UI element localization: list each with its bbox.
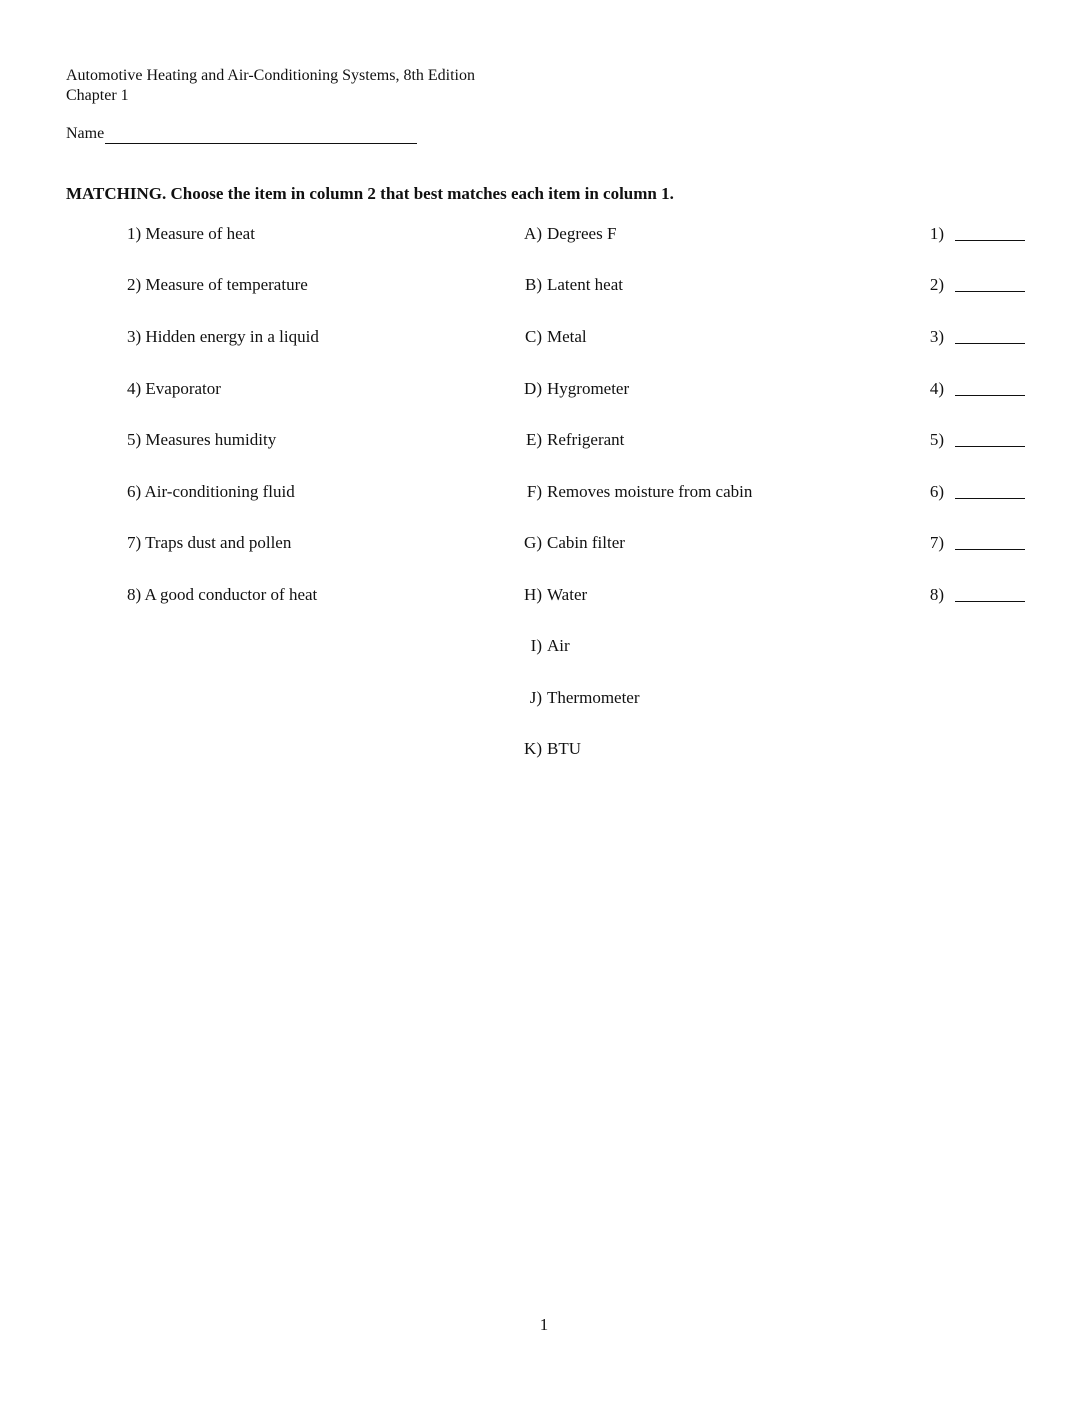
column2-letter: H) — [524, 585, 542, 604]
name-field[interactable] — [105, 125, 417, 144]
book-title: Automotive Heating and Air-Conditioning Systems, 8th Edition — [66, 67, 475, 84]
matching-row — [0, 327, 1088, 351]
page-number: 1 — [539, 1315, 549, 1334]
answer-blank[interactable] — [955, 446, 1025, 447]
column2-item — [460, 688, 640, 708]
column2-letter: F) — [526, 482, 542, 501]
column1-item: 7) Traps dust and pollen — [127, 533, 292, 552]
matching-row — [0, 482, 1088, 506]
column2-item — [460, 224, 617, 244]
answer-blank[interactable] — [955, 395, 1025, 396]
matching-row — [0, 430, 1088, 454]
chapter-label: Chapter 1 — [66, 87, 129, 104]
matching-row — [0, 739, 1088, 763]
answer-blank[interactable] — [955, 240, 1025, 241]
column2-letter: J) — [529, 688, 542, 707]
column2-letter: A) — [524, 224, 542, 243]
answer-blank[interactable] — [955, 601, 1025, 602]
matching-row — [0, 636, 1088, 660]
column2-letter: I) — [530, 636, 542, 655]
answer-number: 4) — [929, 379, 944, 398]
column2-item — [460, 585, 588, 605]
column2-letter: G) — [524, 533, 542, 552]
column2-item — [460, 327, 587, 347]
column2-text: Thermometer — [547, 688, 640, 707]
answer-number: 7) — [929, 533, 944, 552]
column1-item: 4) Evaporator — [127, 379, 221, 398]
answer-number: 2) — [929, 275, 944, 294]
answer-number: 5) — [929, 430, 944, 449]
matching-row — [0, 688, 1088, 712]
answer-number: 1) — [929, 224, 944, 243]
column2-text: Refrigerant — [547, 430, 625, 449]
column1-item: 5) Measures humidity — [127, 430, 277, 449]
column2-letter: D) — [524, 379, 542, 398]
answer-blank[interactable] — [955, 343, 1025, 344]
matching-row — [0, 275, 1088, 299]
column2-text: Metal — [547, 327, 587, 346]
column2-item — [460, 739, 581, 759]
column2-text: Degrees F — [547, 224, 617, 243]
column2-letter: E) — [525, 430, 542, 449]
answer-blank[interactable] — [955, 498, 1025, 499]
column2-text: Cabin filter — [547, 533, 625, 552]
column2-text: Hygrometer — [547, 379, 630, 398]
column2-text: Latent heat — [547, 275, 623, 294]
matching-instructions: MATCHING. Choose the item in column 2 that best matches each item in column 1. — [66, 184, 674, 203]
column2-letter: B) — [525, 275, 542, 294]
answer-number: 3) — [929, 327, 944, 346]
matching-row — [0, 379, 1088, 403]
column2-text: Air — [547, 636, 570, 655]
column2-text: BTU — [547, 739, 581, 758]
column2-item — [460, 275, 623, 295]
column2-text: Removes moisture from cabin — [547, 482, 753, 501]
column2-letter: C) — [525, 327, 542, 346]
column1-item: 2) Measure of temperature — [127, 275, 308, 294]
column2-text: Water — [547, 585, 588, 604]
column2-item — [460, 533, 625, 553]
column1-item: 3) Hidden energy in a liquid — [127, 327, 319, 346]
answer-number: 8) — [929, 585, 944, 604]
matching-row — [0, 533, 1088, 557]
column1-item: 6) Air-conditioning fluid — [127, 482, 295, 501]
answer-blank[interactable] — [955, 291, 1025, 292]
column2-item — [460, 379, 630, 399]
name-row — [66, 124, 417, 144]
column2-item — [460, 482, 753, 502]
column1-item: 8) A good conductor of heat — [127, 585, 318, 604]
name-label: Name — [66, 125, 105, 142]
matching-row — [0, 585, 1088, 609]
column2-item — [460, 636, 570, 656]
matching-row — [0, 224, 1088, 248]
answer-number: 6) — [929, 482, 944, 501]
column1-item: 1) Measure of heat — [127, 224, 255, 243]
column2-letter: K) — [524, 739, 542, 758]
answer-blank[interactable] — [955, 549, 1025, 550]
column2-item — [460, 430, 625, 450]
